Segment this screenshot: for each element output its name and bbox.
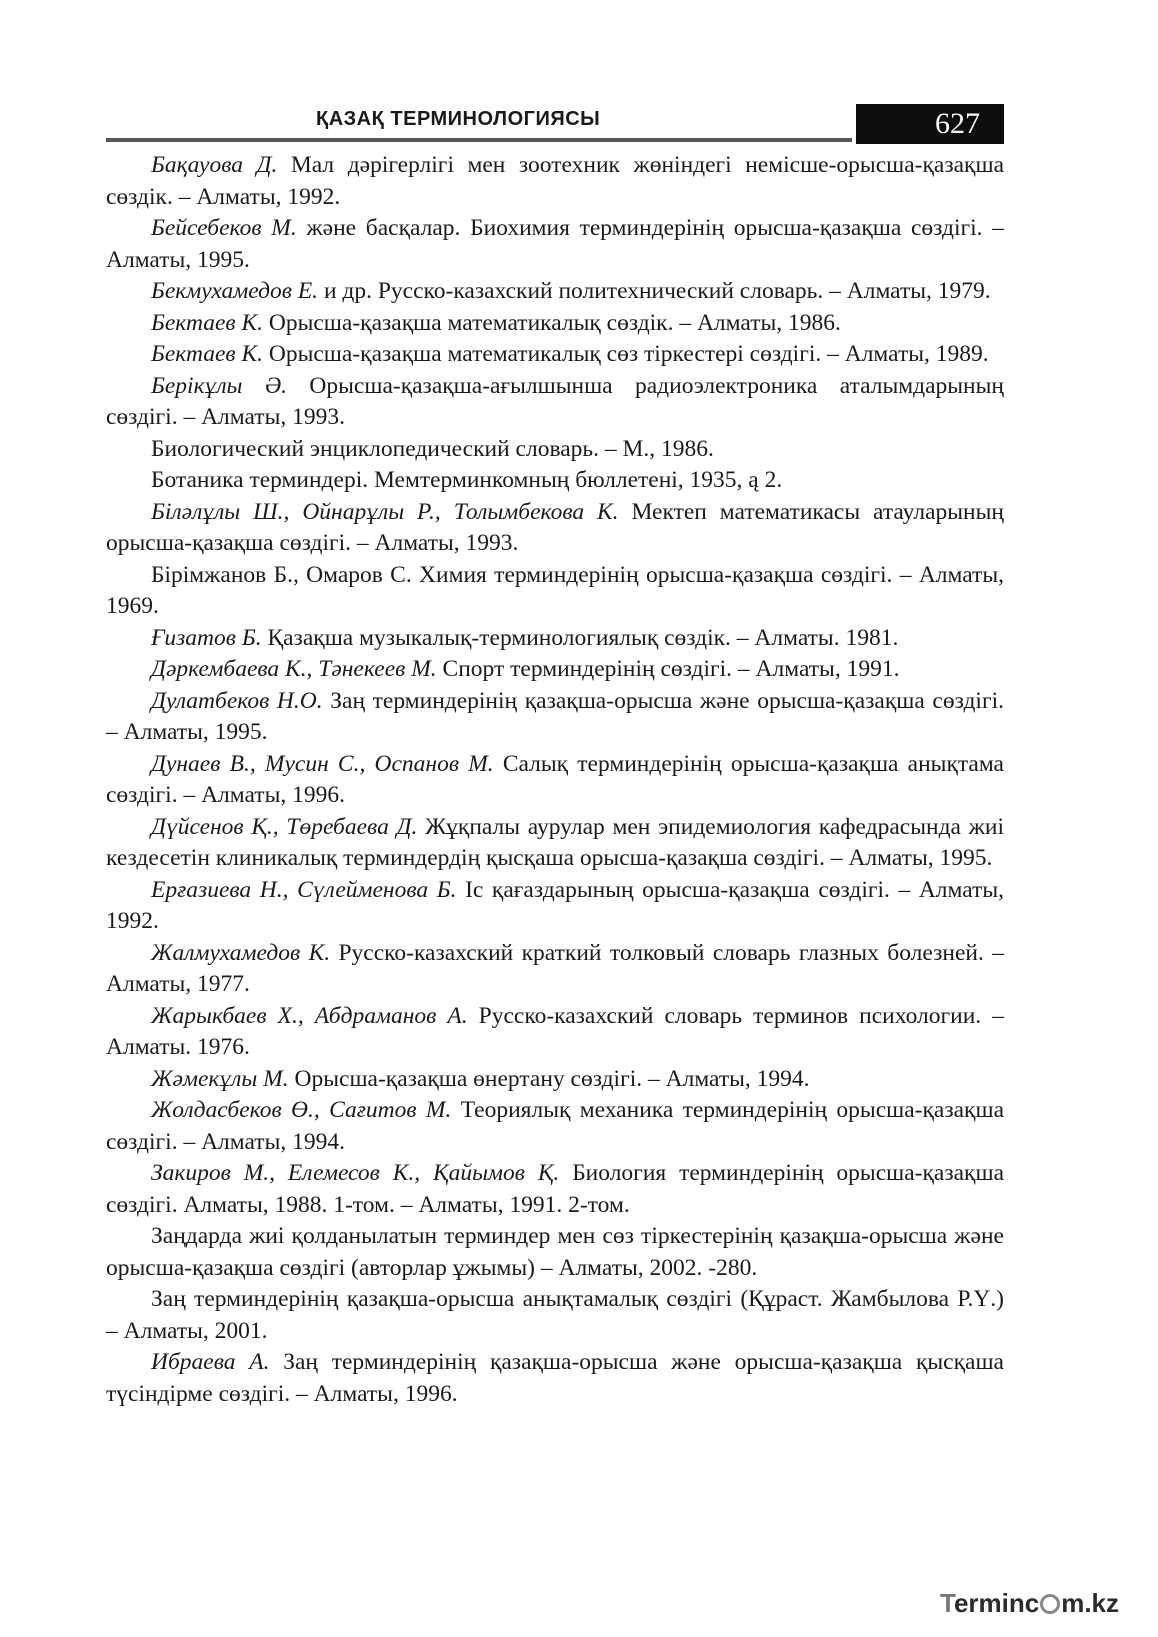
entry-author: Берікұлы Ә. (151, 372, 288, 399)
bibliography-entry (106, 497, 1004, 560)
entry-author: Жарыкбаев Х., Абдраманов А. (151, 1002, 468, 1029)
entry-text: Заң терминдерінің қазақша-орысша және орысша-қазақша қысқаша түсіндірме сөздігі. – Алматы, 1996. (106, 1349, 1004, 1407)
entry-author: Дүйсенов Қ., Төребаева Д. (151, 813, 418, 840)
entry-author: Бектаев К. (151, 309, 263, 336)
entry-author: Жолдасбеков Ө., Сағитов М. (151, 1097, 452, 1123)
site-watermark (940, 1588, 1119, 1619)
entry-text: және басқалар. Биохимия терминдерінің орысша-қазақша сөздігі. – Алматы, 1995. (106, 215, 1004, 273)
entry-text: Іс қағаздарының орысша-қазақша сөздігі. – Алматы, 1992. (106, 876, 1004, 934)
entry-author: Бектаев К. (151, 341, 263, 367)
entry-text: Мектеп математикасы атауларының орысша-қазақша сөздігі. – Алматы, 1993. (106, 498, 1004, 556)
entry-author: Ғизатов Б. (151, 624, 262, 651)
entry-author: Ерғазиева Н., Сүлейменова Б. (151, 876, 457, 903)
entry-author: Жәмекұлы М. (151, 1065, 289, 1092)
header-rule (106, 138, 852, 142)
bibliography-entry (106, 875, 1004, 938)
bibliography-entry (106, 749, 1004, 812)
bibliography-entry (106, 276, 1004, 308)
entry-author: Ибраева А. (151, 1349, 270, 1375)
bibliography-entry (106, 1095, 1004, 1158)
bibliography-entry (106, 560, 1004, 623)
watermark-text: erminc (953, 1588, 1040, 1618)
bibliography-entry (106, 686, 1004, 749)
entry-text: Салық терминдерінің орысша-қазақша анықтама сөздігі. – Алматы, 1996. (106, 750, 1004, 808)
bibliography-entry (106, 434, 1004, 466)
entry-text: Бірімжанов Б., Омаров С. Химия терминдерінің орысша-қазақша сөздігі. – Алматы, 1969. (106, 561, 1004, 619)
watermark-domain: m.kz (1061, 1588, 1120, 1618)
entry-author: Бекмухамедов Е. (151, 278, 319, 304)
bibliography-entry (106, 654, 1004, 686)
entry-text: Русско-казахский краткий толковый словарь глазных болезней. – Алматы, 1977. (106, 939, 1004, 997)
bibliography-entry (106, 623, 1004, 655)
bibliography-entry (106, 1064, 1004, 1096)
bibliography-entry (106, 1284, 1004, 1347)
bibliography-entry (106, 150, 1004, 213)
bibliography-entry (106, 1221, 1004, 1284)
watermark-o-icon (1040, 1594, 1060, 1614)
entry-author: Дунаев В., Мусин С., Оспанов М. (151, 750, 494, 777)
bibliography-entry (106, 812, 1004, 875)
bibliography-entry (106, 465, 1004, 497)
entry-text: Русско-казахский словарь терминов психологии. – Алматы. 1976. (106, 1002, 1004, 1060)
bibliography-entry (106, 1158, 1004, 1221)
entry-text: Мал дәрігерлігі мен зоотехник жөніндегі немісше-орысша-қазақша сөздік. – Алматы, 1992. (106, 152, 1004, 210)
bibliography-entry (106, 339, 1004, 371)
bibliography-entry (106, 213, 1004, 276)
entry-text: Теориялық механика терминдерінің орысша-қазақша сөздігі. – Алматы, 1994. (106, 1097, 1005, 1155)
page-header (106, 104, 1004, 144)
entry-text: Орысша-қазақша математикалық сөз тіркестері сөздігі. – Алматы, 1989. (262, 341, 989, 367)
entry-author: Бақауова Д. (151, 152, 278, 178)
bibliography-entry (106, 1001, 1004, 1064)
entry-text: Спорт терминдерінің сөздігі. – Алматы, 1991. (436, 656, 900, 682)
entry-text: Қазақша музыкалық-терминологиялық сөздік. – Алматы. 1981. (261, 624, 899, 651)
entry-text: Заң терминдерінің қазақша-орысша және орысша-қазақша сөздігі. – Алматы, 1995. (106, 687, 1004, 745)
entry-author: Дулатбеков Н.О. (151, 687, 323, 714)
entry-text: Орысша-қазақша математикалық сөздік. – Алматы, 1986. (262, 309, 841, 336)
entry-text: и др. Русско-казахский политехнический словарь. – Алматы, 1979. (318, 278, 991, 304)
entry-text: Орысша-қазақша-ағылшынша радиоэлектроника аталымдарының сөздігі. – Алматы, 1993. (106, 372, 1004, 430)
running-title: ҚАЗАҚ ТЕРМИНОЛОГИЯСЫ (316, 108, 601, 130)
entry-text: Биология терминдерінің орысша-қазақша сөздігі. Алматы, 1988. 1-том. – Алматы, 1991. 2-том. (106, 1160, 1005, 1218)
bibliography-entry (106, 938, 1004, 1001)
entry-author: Закиров М., Елемесов К., Қайымов Қ. (151, 1160, 560, 1186)
entry-text: Орысша-қазақша өнертану сөздігі. – Алматы, 1994. (288, 1065, 810, 1092)
watermark-t-icon: T (940, 1588, 954, 1618)
entry-text: Ботаника терминдері. Мемтерминкомның бюллетені, 1935, ą 2. (151, 467, 783, 493)
entry-author: Біләлұлы Ш., Ойнарұлы Р., Толымбекова К. (151, 498, 619, 525)
entry-author: Дәркембаева К., Тәнекеев М. (151, 656, 437, 682)
bibliography-entry (106, 1347, 1004, 1410)
entry-author: Бейсебеков М. (151, 215, 297, 241)
bibliography-entry (106, 308, 1004, 340)
page-number: 627 (856, 104, 1004, 144)
entry-text: Биологический энциклопедический словарь. – М., 1986. (151, 435, 714, 462)
bibliography-list (106, 150, 1004, 1410)
entry-text: Заң терминдерінің қазақша-орысша анықтамалық сөздігі (Құраст. Жамбылова Р.Ү.) – Алматы, 2001. (106, 1286, 1004, 1344)
bibliography-entry (106, 371, 1004, 434)
entry-author: Жалмухамедов К. (151, 939, 331, 966)
entry-text: Жұқпалы аурулар мен эпидемиология кафедрасында жиі кездесетін клиникалық терминдердің қысқаша орысша-қазақша сөздігі. – Алматы, 1995. (106, 813, 1004, 871)
entry-text: Заңдарда жиі қолданылатын терминдер мен сөз тіркестерінің қазақша-орысша және орысша-қазақша сөздігі (авторлар ұжымы) – Алматы, 2002. -280. (106, 1223, 1004, 1281)
